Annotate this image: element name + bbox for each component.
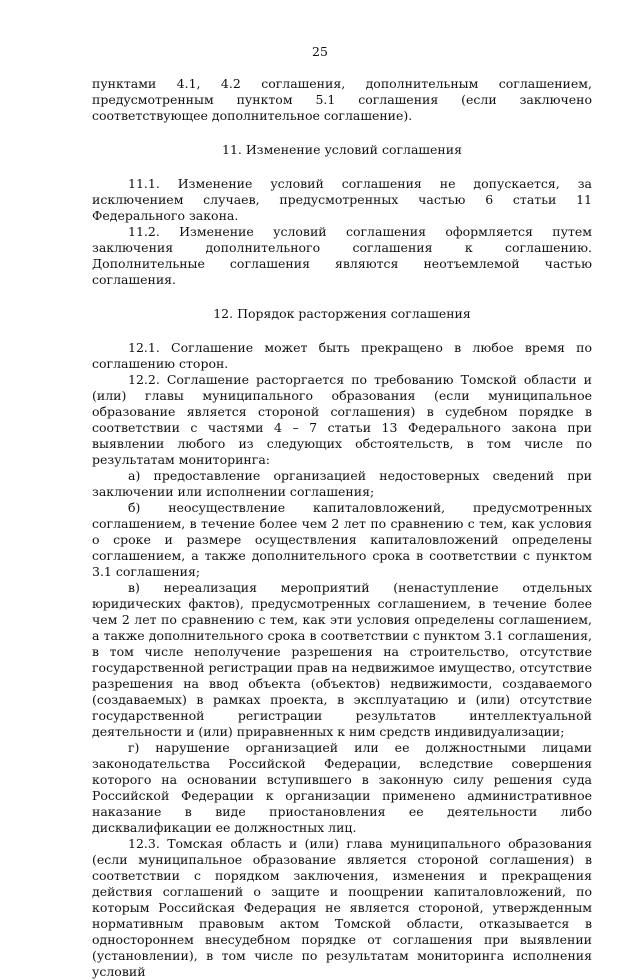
section-12-heading: 12. Порядок расторжения соглашения bbox=[213, 306, 471, 321]
list-item-a: а) предоставление организацией недостоверных сведений при заключении или исполнении соглашения; bbox=[92, 468, 592, 499]
paragraph-11-2: 11.2. Изменение условий соглашения оформляется путем заключения дополнительного соглашения к соглашению. Дополнительные соглашения являются неотъемлемой частью соглашения. bbox=[92, 224, 592, 287]
section-11-heading: 11. Изменение условий соглашения bbox=[222, 142, 462, 157]
list-item-g: г) нарушение организацией или ее должностными лицами законодательства Российской Федерации, вследствие совершения которого на основании вступившего в законную силу решения суда Российской Федерации к организации применено административное наказание в виде приостановления ее деятельности либо дисквалификации ее должностных лиц. bbox=[92, 740, 592, 835]
paragraph-12-2: 12.2. Соглашение расторгается по требованию Томской области и (или) главы муниципального образования (если муниципальное образование является стороной соглашения) в судебном порядке в соответствии с частями 4 – 7 статьи 13 Федерального закона при выявлении любого из следующих обстоятельств, в том числе по результатам мониторинга: bbox=[92, 372, 592, 467]
document-body bbox=[92, 76, 592, 980]
list-item-b: б) неосуществление капиталовложений, предусмотренных соглашением, в течение более чем 2 лет по сравнению с тем, как условия о сроке и размере осуществления капиталовложений определены соглашением, а также дополнительного срока в соответствии с пунктом 3.1 соглашения; bbox=[92, 500, 592, 579]
paragraph-12-3: 12.3. Томская область и (или) глава муниципального образования (если муниципальное образование является стороной соглашения) в соответствии с порядком заключения, изменения и прекращения действия соглашений о защите и поощрении капиталовложений, по которым Российская Федерация не является стороной, утвержденным нормативным правовым актом Томской области, отказывается в одностороннем внесудебном порядке от соглашения при выявлении (установлении), в том числе по результатам мониторинга исполнения условий bbox=[92, 836, 592, 979]
paragraph-12-1: 12.1. Соглашение может быть прекращено в любое время по соглашению сторон. bbox=[92, 340, 592, 371]
intro-paragraph: пунктами 4.1, 4.2 соглашения, дополнительным соглашением, предусмотренным пунктом 5.1 соглашения (если заключено соответствующее дополнительное соглашение). bbox=[92, 76, 592, 123]
page-number: 25 bbox=[312, 44, 328, 59]
paragraph-11-1: 11.1. Изменение условий соглашения не допускается, за исключением случаев, предусмотренных частью 6 статьи 11 Федерального закона. bbox=[92, 176, 592, 223]
list-item-v: в) нереализация мероприятий (ненаступление отдельных юридических фактов), предусмотренных соглашением, в течение более чем 2 лет по сравнению с тем, как эти условия определены соглашением, а также дополнительного срока в соответствии с пунктом 3.1 соглашения, в том числе неполучение разрешения на строительство, отсутствие государственной регистрации прав на недвижимое имущество, отсутствие разрешения на ввод объекта (объектов) недвижимости, создаваемого (создаваемых) в рамках проекта, в эксплуатацию и (или) отсутствие государственной регистрации результатов интеллектуальной деятельности и (или) приравненных к ним средств индивидуализации; bbox=[92, 580, 592, 739]
